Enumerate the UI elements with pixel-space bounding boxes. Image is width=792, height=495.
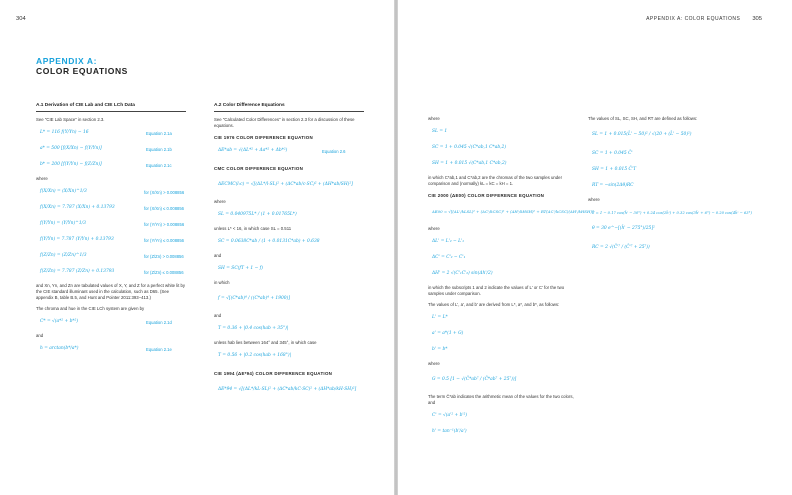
paragraph: unless L* < 16, in which case SL = 0.511 [214, 226, 292, 231]
equation-1994: ΔE*94 = √[(ΔL*/kL·SL)² + (ΔC*ab/kC·SC)² + (ΔH*ab/kH·SH)²] [218, 387, 357, 392]
paragraph: The chroma and hue in the CIE LCh system are given by [36, 306, 145, 311]
and-text: and [214, 313, 222, 318]
equation-t2: T = 0.56 + |0.2 cos(hab + 168°)| [218, 353, 292, 358]
equation-2-6: ΔE*ab = √(ΔL*² + Δa*² + Δb*²) Equation 2.6 [218, 148, 346, 154]
appendix-title: COLOR EQUATIONS [36, 66, 128, 76]
and-text: and [36, 333, 44, 338]
equation-2-1d: C* = √(a*² + b*²) Equation 2.1d [40, 319, 172, 325]
and-text: and [214, 253, 222, 258]
page-number-right: 305 [752, 16, 762, 22]
equation-sc: SC = 0.0638C*ab / (1 + 0.0131C*ab) + 0.638 [218, 239, 320, 244]
left-page [0, 0, 394, 495]
equation-sl: SL = 0.040975L* / (1 + 0.01765L*) [218, 212, 297, 217]
right-page [398, 0, 792, 495]
column-weighting-functions [588, 116, 773, 262]
running-head: APPENDIX A: COLOR EQUATIONS 305 [646, 16, 762, 22]
where-text: where [428, 116, 440, 121]
equation-sc-2000: SC = 1 + 0.045 C̄' [592, 151, 633, 156]
where-text: where [36, 176, 48, 181]
paragraph: The values of L', a', and b' are derived from L*, a*, and b*, as follows: [428, 302, 560, 307]
equation-rt: RT = −sin(2Δθ)RC [592, 183, 634, 188]
paragraph: in which [214, 280, 230, 285]
where-text: where [428, 226, 440, 231]
column-a2 [214, 103, 364, 404]
paragraph: unless hab lies between 164° and 345°, in which case [214, 340, 317, 345]
subheading-cmc: CMC COLOR DIFFERENCE EQUATION [214, 166, 304, 171]
where-text: where [588, 197, 600, 202]
f-function-row: f(Y/Yn) = 7.787 (Y/Yn) + 0.13793 for (Y/Yn) ≤ 0.008856 [40, 237, 185, 243]
f-function-row: f(Z/Zn) = 7.787 (Z/Zn) + 0.13793 for (Z/Zn) ≤ 0.008856 [40, 269, 184, 275]
page-number-left: 304 [16, 16, 26, 22]
equation-sc: SC = 1 + 0.045 √(C*ab,1 C*ab,2) [432, 145, 507, 150]
paragraph: The values of SL, SC, SH, and RT are defined as follows: [588, 116, 698, 121]
column-a1 [36, 103, 186, 360]
paragraph: in which the subscripts 1 and 2 indicate the values of L' or C' for the two samples under comparison. [428, 285, 565, 296]
equation-dh: ΔH' = 2 √(C'₁C'₂) sin(Δh'/2) [432, 271, 493, 276]
section-heading-a2: A.2 Color Difference Equations [214, 103, 364, 112]
where-text: where [428, 361, 440, 366]
equation-sh: SH = SC(fT + 1 − f) [218, 266, 264, 271]
equation-sh-2000: SH = 1 + 0.015 C̄'T [592, 167, 637, 172]
paragraph: and Xn, Yn, and Zn are tabulated values of X, Y, and Z for a perfect white lit by the CIE standard illuminant used in the calculation, such as D65. (See appendix B, table B.5, and Hunt and Pointer 2011:393−413.) [36, 283, 186, 300]
equation-2-1b: a* = 500 [f(X/Xn) − f(Y/Yn)] Equation 2.1b [40, 146, 172, 152]
f-function-row: f(Y/Yn) = (Y/Yn)^1/3 for (Y/Yn) > 0.008856 [40, 221, 185, 227]
paragraph: See "CIE Lab Space" in section 2.3. [36, 117, 105, 122]
paragraph: See "Calculated Color Differences" in section 2.3 for a discussion of these equations. [214, 117, 355, 128]
equation-rc: RC = 2 √(C̄'⁷ / (C̄'⁷ + 25⁷)) [592, 245, 650, 250]
equation-l-prime: L' = L* [432, 315, 448, 320]
equation-sh: SH = 1 + 0.015 √(C*ab,1 C*ab,2) [432, 161, 507, 166]
equation-h-prime: h' = tan⁻¹(b'/a') [432, 429, 467, 434]
equation-sl: SL = 1 [432, 129, 448, 134]
paragraph: in which C*ab,1 and C*ab,2 are the chromas of the two samples under comparison and (normally) kL = kC = kH = 1. [428, 175, 562, 186]
equation-theta: θ = 30 e^−[(h̄' − 275°)/25]² [592, 226, 655, 231]
equation-t1: T = 0.36 + |0.4 cos(hab + 35°)| [218, 326, 289, 331]
equation-c-prime: C' = √(a'² + b'²) [432, 413, 468, 418]
equation-2-1c: b* = 200 [f(Y/Yn) − f(Z/Zn)] Equation 2.1c [40, 162, 172, 168]
equation-dc: ΔC' = C'₂ − C'₁ [432, 255, 466, 260]
where-text: where [214, 199, 226, 204]
equation-cmc: ΔECMC(l:c) = √[(ΔL*/l·SL)² + (ΔC*ab/c·SC)² + (ΔH*ab/SH)²] [218, 182, 353, 187]
equation-2-1a: L* = 116 f(Y/Yn) − 16 Equation 2.1a [40, 130, 172, 136]
section-heading-a1: A.1 Derivation of CIE Lab and CIE LCh Data [36, 103, 186, 112]
subheading-cie1976: CIE 1976 COLOR DIFFERENCE EQUATION [214, 135, 313, 140]
f-function-row: f(X/Xn) = 7.787 (X/Xn) + 0.13793 for (X/Xn) ≤ 0.008856 [40, 205, 185, 211]
appendix-label: APPENDIX A: [36, 56, 98, 66]
equation-sl-2000: SL = 1 + 0.015(L̄' − 50)² / √(20 + (L̄' − 50)²) [592, 132, 692, 137]
equation-g: G = 0.5 [1 − √(C̄*ab⁷ / (C̄*ab⁷ + 25⁷))] [432, 377, 517, 382]
subheading-cie1994: CIE 1994 (ΔE*94) COLOR DIFFERENCE EQUATION [214, 371, 333, 376]
equation-dl: ΔL' = L'₂ − L'₁ [432, 239, 464, 244]
equation-t-2000: T = 1 − 0.17 cos(h̄' − 30°) + 0.24 cos(2h̄') + 0.32 cos(3h̄' + 6°) − 0.20 cos(4h̄' − 63°) [592, 211, 752, 215]
equation-2-1e: h = arctan(b*/a*) Equation 2.1e [40, 346, 172, 352]
equation-b-prime: b' = b* [432, 347, 448, 352]
equation-2000: ΔE00 = √[(ΔL'/kLSL)² + (ΔC'/kCSC)² + (ΔH'/kHSH)² + RT(ΔC'/kCSC)(ΔH'/kHSH)] [432, 209, 594, 214]
f-function-row: f(X/Xn) = (X/Xn)^1/3 for (X/Xn) > 0.008856 [40, 189, 185, 195]
subheading-cie2000: CIE 2000 (ΔE00) COLOR DIFFERENCE EQUATION [428, 193, 545, 198]
column-2000 [428, 116, 594, 443]
equation-a-prime: a' = a*(1 + G) [432, 331, 464, 336]
paragraph: The term C̄*ab indicates the arithmetic mean of the values for the two colors, and [428, 394, 574, 405]
f-function-row: f(Z/Zn) = (Z/Zn)^1/3 for (Z/Zn) > 0.008856 [40, 253, 184, 259]
equation-f: f = √[(C*ab)⁴ / ((C*ab)⁴ + 1900)] [218, 296, 290, 301]
